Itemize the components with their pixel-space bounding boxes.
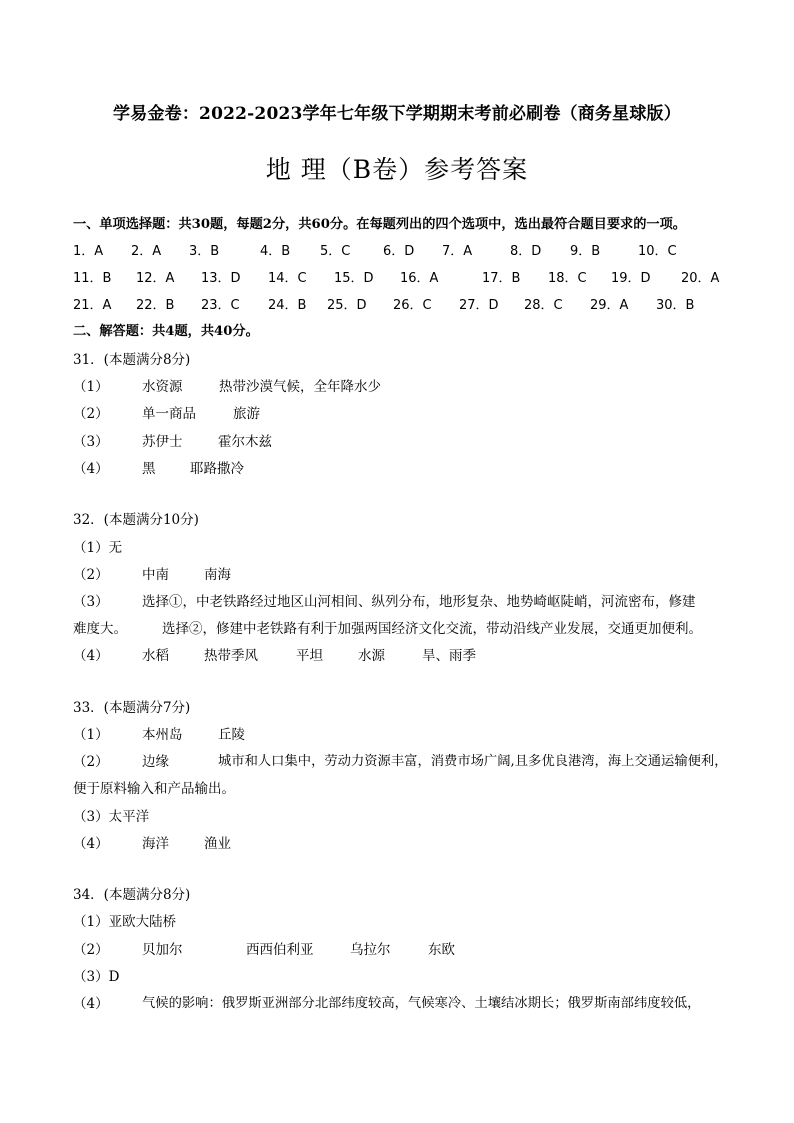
answer-item: 14．C [268, 271, 307, 286]
answer-item: 9．B [570, 244, 601, 259]
answer-item: 27．D [459, 298, 499, 313]
answer-item: 24．B [268, 298, 307, 313]
q33-4-a: 海洋 [142, 836, 169, 852]
answer-item: 19．D [611, 271, 651, 286]
q34-heading: 34．(本题满分8分) [73, 887, 191, 903]
page-title: 地 理（B卷）参考答案 [265, 155, 529, 184]
q33-2-b-cont: 便于原料输入和产品输出。 [73, 781, 235, 797]
q31-1-a: 水资源 [142, 379, 183, 395]
q34-3: （3）D [73, 969, 120, 985]
q31-3-a: 苏伊士 [142, 434, 183, 450]
answer-item: 15．D [334, 271, 374, 286]
answer-item: 3．B [189, 244, 220, 259]
answer-row [0, 294, 794, 314]
q32-3-choice-2: 选择②，修建中老铁路有利于加强两国经济文化交流，带动沿线产业发展，交通更加便利。 [162, 621, 702, 637]
answer-item: 12．A [136, 271, 175, 286]
section-2-heading: 二、解答题：共4题，共40分。 [73, 324, 259, 339]
q33-1-a: 本州岛 [142, 727, 183, 743]
answer-item: 1．A [73, 244, 104, 259]
answer-item: 11．B [73, 271, 112, 286]
q32-4-b: 热带季风 [204, 648, 258, 664]
exam-header: 学易金卷：2022-2023学年七年级下学期期末考前必刷卷（商务星球版） [113, 104, 681, 124]
answer-item: 26．C [393, 298, 432, 313]
q32-heading: 32．(本题满分10分) [73, 512, 199, 528]
answer-row [0, 267, 794, 287]
q32-1: （1）无 [73, 540, 123, 556]
answer-item: 30．B [656, 298, 695, 313]
answer-item: 7．A [442, 244, 473, 259]
q33-2-b: 城市和人口集中，劳动力资源丰富，消费市场广阔,且多优良港湾，海上交通运输便利， [218, 754, 728, 769]
answer-item: 8．D [510, 244, 542, 259]
answer-item: 4．B [260, 244, 291, 259]
q34-2-d: 东欧 [428, 942, 455, 958]
answer-item: 16．A [400, 271, 439, 286]
answer-item: 6．D [383, 244, 415, 259]
answer-item: 5．C [320, 244, 351, 259]
q34-4-text: 气候的影响：俄罗斯亚洲部分北部纬度较高，气候寒冷、土壤结冰期长；俄罗斯南部纬度较低， [142, 996, 701, 1011]
q33-1-b: 丘陵 [218, 727, 245, 743]
answer-item: 29．A [590, 298, 629, 313]
q33-4-b: 渔业 [204, 836, 231, 852]
q33-3: （3）太平洋 [73, 809, 150, 825]
q33-2-a: 边缘 [142, 754, 169, 770]
q31-heading: 31．(本题满分8分) [73, 352, 191, 368]
q31-3-b: 霍尔木兹 [218, 434, 272, 450]
q31-2-b: 旅游 [233, 406, 260, 422]
answer-item: 28．C [524, 298, 563, 313]
q31-4-label: （4） [73, 461, 109, 477]
q33-4-label: （4） [73, 836, 109, 852]
answer-item: 20．A [681, 271, 720, 286]
q33-heading: 33．(本题满分7分) [73, 700, 191, 716]
q31-1-label: （1） [73, 379, 109, 395]
q32-4-label: （4） [73, 648, 109, 664]
answer-item: 10．C [638, 244, 677, 259]
q32-2-label: （2） [73, 567, 109, 583]
answer-item: 21．A [73, 298, 112, 313]
q31-3-label: （3） [73, 434, 109, 450]
q32-3-text-cont: 难度大。 [73, 621, 127, 637]
q33-2-label: （2） [73, 754, 109, 770]
answer-item: 18．C [548, 271, 587, 286]
q34-2-label: （2） [73, 942, 109, 958]
q34-1: （1）亚欧大陆桥 [73, 914, 177, 930]
q34-2-b: 西西伯利亚 [246, 942, 314, 958]
answer-item: 13．D [201, 271, 241, 286]
q32-4-e: 旱、雨季 [422, 648, 476, 664]
q34-4-label: （4） [73, 996, 109, 1012]
q31-4-b: 耶路撒冷 [190, 461, 244, 477]
q31-2-a: 单一商品 [142, 406, 196, 422]
q31-2-label: （2） [73, 406, 109, 422]
q34-2-a: 贝加尔 [142, 942, 183, 958]
answer-item: 17．B [482, 271, 521, 286]
q32-4-c: 平坦 [296, 648, 323, 664]
q32-2-b: 南海 [204, 567, 231, 583]
q32-3-label: （3） [73, 594, 109, 610]
section-1-heading: 一、单项选择题：共30题，每题2分，共60分。在每题列出的四个选项中，选出最符合题目要求的一项。 [73, 217, 686, 232]
q34-2-c: 乌拉尔 [350, 942, 391, 958]
answer-item: 25．D [327, 298, 367, 313]
q32-2-a: 中南 [142, 567, 169, 583]
q32-3-text: 选择①，中老铁路经过地区山河相间、纵列分布，地形复杂、地势崎岖陡峭，河流密布，修建 [142, 594, 696, 610]
q31-1-b: 热带沙漠气候，全年降水少 [219, 379, 381, 395]
answer-item: 23．C [201, 298, 240, 313]
q32-4-d: 水源 [358, 648, 385, 664]
q32-4-a: 水稻 [142, 648, 169, 664]
q31-4-a: 黑 [142, 461, 156, 477]
answer-item: 22．B [136, 298, 175, 313]
answer-item: 2．A [131, 244, 162, 259]
answer-row [0, 240, 794, 260]
q33-1-label: （1） [73, 727, 109, 743]
